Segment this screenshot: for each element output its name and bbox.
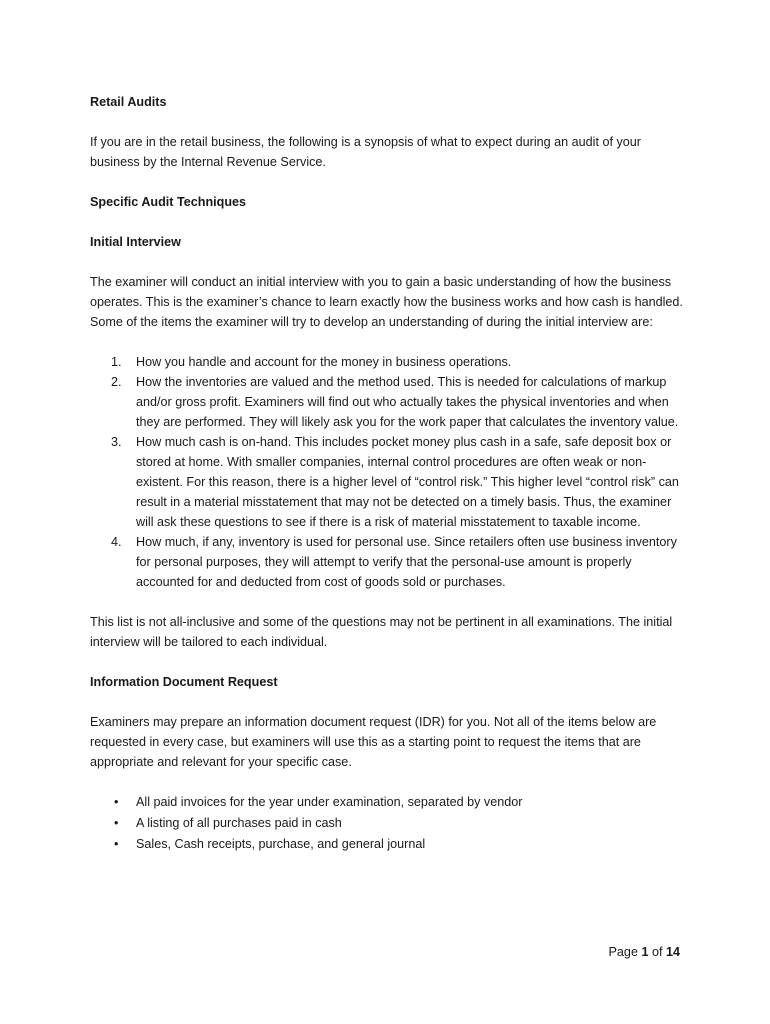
intro-paragraph: If you are in the retail business, the following is a synopsis of what to expect during an audit of your business by the Internal Revenue Service. [90,135,641,169]
bullet-icon: • [114,795,119,809]
total-pages-number: 14 [665,945,680,959]
list-item-text: All paid invoices for the year under examination, separated by vendor [136,795,523,809]
list-item-number: 3. [111,435,122,449]
idr-items-list [90,792,690,855]
list-item [90,372,690,432]
of-word: of [651,945,663,959]
page-word: Page [608,945,638,959]
initial-interview-paragraph: The examiner will conduct an initial interview with you to gain a basic understanding of how the business operates. This is the examiner’s chance to learn exactly how the business works and how cash is handled. Some of the items the examiner will try to develop an understanding of during the initial interview are: [90,275,683,329]
list-item-text: How much, if any, inventory is used for personal use. Since retailers often use business inventory for personal purposes, they will attempt to verify that the personal-use amount is properly accounted for and deducted from cost of goods sold or purchases. [136,535,677,589]
list-item-number: 4. [111,535,122,549]
list-item [90,432,690,532]
list-item [90,792,690,813]
list-item [90,813,690,834]
idr-heading: Information Document Request [90,675,278,689]
list-item-number: 2. [111,375,122,389]
list-item-text: How you handle and account for the money in business operations. [136,355,512,369]
list-item [90,834,690,855]
bullet-icon: • [114,837,119,851]
initial-interview-heading: Initial Interview [90,235,181,249]
initial-interview-closing: This list is not all-inclusive and some of the questions may not be pertinent in all examinations. The initial interview will be tailored to each individual. [90,615,673,649]
document-body [90,92,690,855]
bullet-icon: • [114,816,119,830]
section-heading: Specific Audit Techniques [90,195,247,209]
list-item-text: How the inventories are valued and the method used. This is needed for calculations of markup and/or gross profit. Examiners will find out who actually takes the physical inventories and when they are performed. They will likely ask you for the work paper that calculates the inventory value. [136,375,679,429]
list-item-text: A listing of all purchases paid in cash [136,816,342,830]
list-item-text: Sales, Cash receipts, purchase, and general journal [136,837,426,851]
list-item-number: 1. [111,355,122,369]
page-number-footer [609,942,680,962]
document-title: Retail Audits [90,95,167,109]
interview-items-list [90,352,690,592]
list-item-text: How much cash is on-hand. This includes pocket money plus cash in a safe, safe deposit box or stored at home. With smaller companies, internal control procedures are often weak or non-existent. For this reason, there is a higher level of “control risk.” This higher level “control risk” can result in a material misstatement that may not be detected on a timely basis. Thus, the examiner will ask these questions to see if there is a risk of material misstatement to taxable income. [136,435,679,529]
list-item [90,532,690,592]
current-page-number: 1 [641,945,649,959]
list-item [90,352,690,372]
idr-paragraph: Examiners may prepare an information document request (IDR) for you. Not all of the items below are requested in every case, but examiners will use this as a starting point to request the items that are appropriate and relevant for your specific case. [90,715,657,769]
